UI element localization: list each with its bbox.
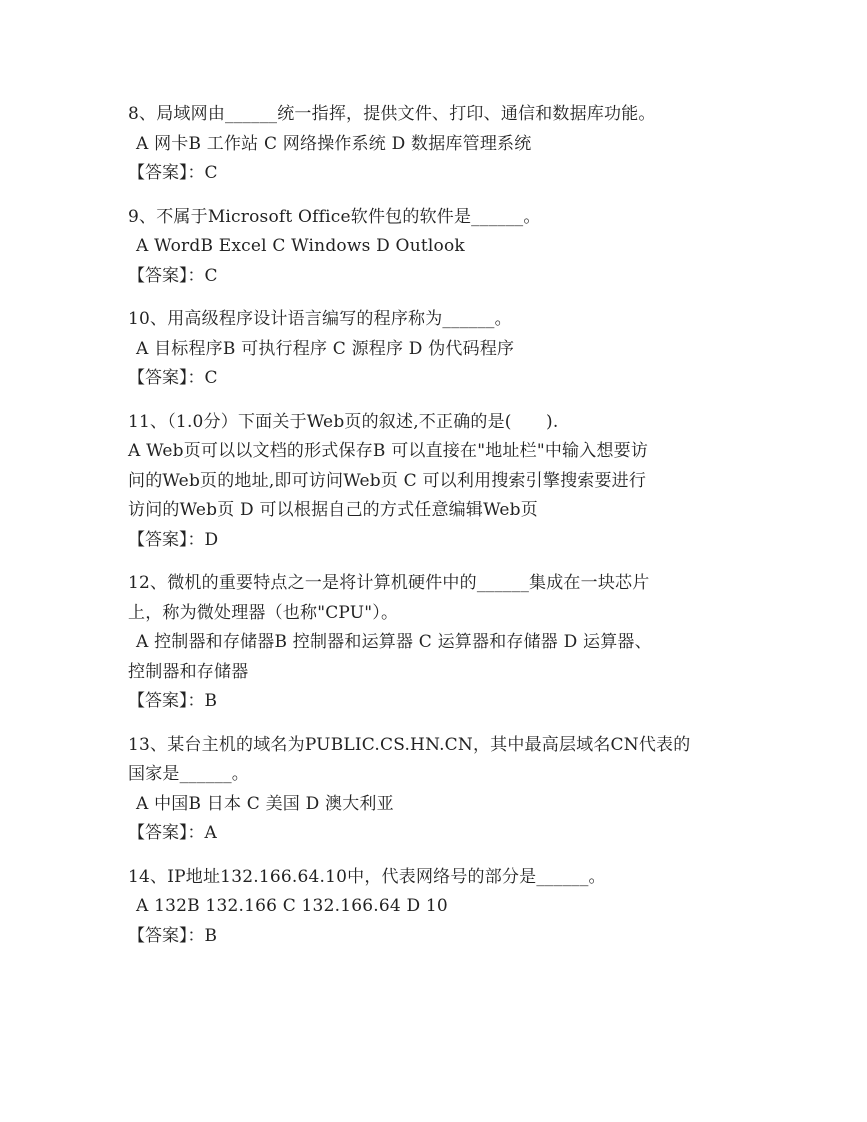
question-stem: 8、局域网由______统一指挥，提供文件、打印、通信和数据库功能。 <box>128 104 656 124</box>
question-answer: 【答案】：A <box>128 823 217 843</box>
question-stem: 9、不属于Microsoft Office软件包的软件是______。 <box>128 206 541 227</box>
question-answer: 【答案】：C <box>128 368 218 388</box>
question-answer: 【答案】：D <box>128 529 219 550</box>
question-stem-line-2: 国家是______。 <box>128 764 249 784</box>
question-9 <box>128 203 738 292</box>
question-options-line-1: A Web页可以以文档的形式保存B 可以直接在"地址栏"中输入想要访 <box>128 441 649 461</box>
question-11 <box>128 408 738 556</box>
question-stem: 14、IP地址132.166.64.10中，代表网络号的部分是______。 <box>128 866 606 887</box>
question-13 <box>128 731 738 849</box>
question-answer: 【答案】：B <box>128 925 217 946</box>
question-10 <box>128 305 738 394</box>
question-stem-line-1: 12、微机的重要特点之一是将计算机硬件中的______集成在一块芯片 <box>128 573 650 593</box>
question-14 <box>128 863 738 952</box>
question-options-line-2: 问的Web页的地址,即可访问Web页 C 可以利用搜索引擎搜索要进行 <box>128 470 647 491</box>
question-options: A 132B 132.166 C 132.166.64 D 10 <box>136 896 448 916</box>
question-options: A 网卡B 工作站 C 网络操作系统 D 数据库管理系统 <box>136 133 532 154</box>
question-answer: 【答案】：B <box>128 691 217 711</box>
question-answer: 【答案】：C <box>128 163 218 183</box>
question-options-line-2: 控制器和存储器 <box>128 661 249 682</box>
question-options: A 中国B 日本 C 美国 D 澳大利亚 <box>136 793 394 814</box>
question-options-line-3: 访问的Web页 D 可以根据自己的方式任意编辑Web页 <box>128 500 538 520</box>
question-options-line-1: A 控制器和存储器B 控制器和运算器 C 运算器和存储器 D 运算器、 <box>136 632 652 652</box>
question-stem-line-2: 上，称为微处理器（也称"CPU"）。 <box>128 602 399 623</box>
question-list <box>128 100 738 965</box>
question-12 <box>128 569 738 717</box>
question-stem: 10、用高级程序设计语言编写的程序称为______。 <box>128 309 512 329</box>
question-options: A WordB Excel C Windows D Outlook <box>136 236 465 256</box>
question-stem: 11、（1.0分）下面关于Web页的叙述,不正确的是( ). <box>128 411 559 432</box>
question-answer: 【答案】：C <box>128 265 218 286</box>
question-8 <box>128 100 738 189</box>
question-options: A 目标程序B 可执行程序 C 源程序 D 伪代码程序 <box>136 338 515 359</box>
question-stem-line-1: 13、某台主机的域名为PUBLIC.CS.HN.CN，其中最高层域名CN代表的 <box>128 734 691 755</box>
